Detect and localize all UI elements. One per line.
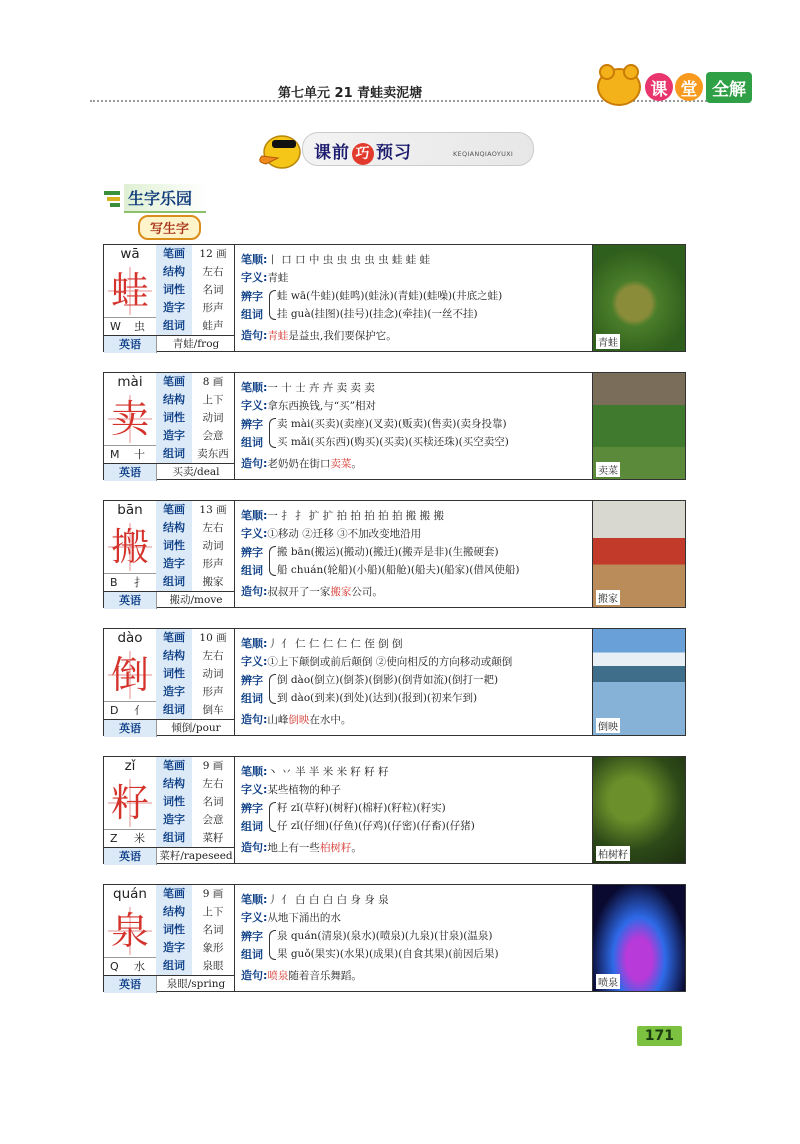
radical-letter: W xyxy=(110,320,121,333)
brand-char-1: 课 xyxy=(645,73,673,101)
label-english: 英语 xyxy=(104,592,156,609)
radical-row xyxy=(104,829,156,848)
value-formation: 形声 xyxy=(202,686,224,698)
sentence-pre: 地上有一些 xyxy=(267,842,320,854)
banner-title xyxy=(314,138,412,165)
character-card-5 xyxy=(103,756,686,864)
label-compose: 组词 xyxy=(241,436,263,449)
label-pos: 词性 xyxy=(156,281,192,300)
english-row xyxy=(104,975,234,993)
radical-row xyxy=(104,445,156,464)
section-heading xyxy=(104,184,206,213)
label-meaning: 字义: xyxy=(241,783,268,796)
distinguish-1: 籽 zǐ(草籽)(树籽)(棉籽)(籽粒)(籽实) xyxy=(277,802,446,814)
photo-caption: 柏树籽 xyxy=(596,846,630,861)
banner-part2: 预习 xyxy=(376,143,412,163)
label-word: 组词 xyxy=(156,957,192,976)
distinguish-2: 买 mǎi(买东西)(购买)(买卖)(买椟还珠)(买空卖空) xyxy=(277,436,509,448)
meaning: 青蛙 xyxy=(267,272,289,284)
label-meaning: 字义: xyxy=(241,527,268,540)
value-pos: 名词 xyxy=(202,924,224,936)
sentence-highlight: 倒映 xyxy=(288,714,310,726)
label-sentence: 造句: xyxy=(241,713,268,726)
char-detail-panel xyxy=(235,885,592,991)
radical-row xyxy=(104,957,156,976)
sentence-line xyxy=(241,839,362,855)
illustration-photo xyxy=(592,629,685,735)
char-detail-panel xyxy=(235,629,592,735)
label-sentence: 造句: xyxy=(241,585,268,598)
label-word: 组词 xyxy=(156,701,192,720)
photo-caption: 青蛙 xyxy=(596,334,620,349)
value-structure: 左右 xyxy=(202,778,224,790)
label-strokes: 笔画 xyxy=(156,373,192,392)
distinguish-2: 果 guǒ(果实)(水果)(成果)(自食其果)(前因后果) xyxy=(277,948,499,960)
illustration-photo xyxy=(592,757,685,863)
sentence-rest: 是益虫,我们要保护它。 xyxy=(288,330,397,342)
meaning-line xyxy=(241,269,288,285)
distinguish-2: 挂 guà(挂图)(挂号)(挂念)(牵挂)(一丝不挂) xyxy=(277,308,478,320)
sentence-line xyxy=(241,583,383,599)
label-meaning: 字义: xyxy=(241,271,268,284)
brace-icon xyxy=(269,546,276,576)
char-info-panel xyxy=(104,373,235,479)
radical: 亻 xyxy=(134,704,145,717)
english-row xyxy=(104,335,234,353)
distinguish-1: 倒 dào(倒立)(倒茶)(倒影)(倒背如流)(倒打一耙) xyxy=(277,674,499,686)
character-card-2 xyxy=(103,372,686,480)
brand-char-3: 全解 xyxy=(706,72,752,103)
radical-row xyxy=(104,701,156,720)
meaning-line xyxy=(241,909,341,925)
label-formation: 造字 xyxy=(156,939,192,958)
sentence-highlight: 搬家 xyxy=(330,586,352,598)
label-order: 笔顺: xyxy=(241,637,268,650)
character-card-3 xyxy=(103,500,686,608)
value-strokes: 13 画 xyxy=(199,504,227,516)
character-card-6 xyxy=(103,884,686,992)
meaning: 某些植物的种子 xyxy=(267,784,341,796)
label-structure: 结构 xyxy=(156,903,192,922)
label-formation: 造字 xyxy=(156,427,192,446)
meaning: 从地下涌出的水 xyxy=(267,912,341,924)
char-info-panel xyxy=(104,757,235,863)
char-glyph: 倒 xyxy=(108,651,152,699)
char-info-panel xyxy=(104,629,235,735)
value-strokes: 12 画 xyxy=(199,248,227,260)
photo-caption: 搬家 xyxy=(596,590,620,605)
illustration-photo xyxy=(592,373,685,479)
label-formation: 造字 xyxy=(156,811,192,830)
char-glyph: 卖 xyxy=(108,395,152,443)
label-meaning: 字义: xyxy=(241,655,268,668)
label-word: 组词 xyxy=(156,445,192,464)
char-info-panel xyxy=(104,885,235,991)
value-strokes: 9 画 xyxy=(202,760,224,772)
brace-icon xyxy=(269,674,276,704)
label-english: 英语 xyxy=(104,464,156,481)
value-structure: 左右 xyxy=(202,266,224,278)
label-formation: 造字 xyxy=(156,299,192,318)
meaning-line xyxy=(241,653,512,669)
banner-part1: 课前 xyxy=(314,143,350,163)
value-pos: 动词 xyxy=(202,668,224,680)
value-english: 搬动/move xyxy=(156,592,235,609)
label-structure: 结构 xyxy=(156,391,192,410)
label-distinguish: 辨字 xyxy=(241,674,263,687)
label-strokes: 笔画 xyxy=(156,629,192,648)
sentence-line xyxy=(241,327,397,343)
label-compose: 组词 xyxy=(241,308,263,321)
stroke-order-line xyxy=(241,891,389,907)
sentence-rest: 。 xyxy=(351,842,362,854)
value-pos: 动词 xyxy=(202,540,224,552)
label-strokes: 笔画 xyxy=(156,245,192,264)
value-english: 泉眼/spring xyxy=(156,976,235,993)
banner-qiao-badge: 巧 xyxy=(352,143,374,165)
sentence-rest: 在水中。 xyxy=(309,714,352,726)
section-bars-icon xyxy=(104,191,120,207)
label-compose: 组词 xyxy=(241,948,263,961)
character-card-1 xyxy=(103,244,686,352)
label-sentence: 造句: xyxy=(241,457,268,470)
brand-char-2: 堂 xyxy=(675,73,703,101)
radical-row xyxy=(104,317,156,336)
sentence-line xyxy=(241,455,362,471)
label-word: 组词 xyxy=(156,573,192,592)
label-word: 组词 xyxy=(156,829,192,848)
label-compose: 组词 xyxy=(241,820,263,833)
value-english: 青蛙/frog xyxy=(156,336,235,353)
value-english: 倾倒/pour xyxy=(156,720,235,737)
meaning: 拿东西换钱,与“买”相对 xyxy=(267,400,376,412)
value-word: 菜籽 xyxy=(202,832,224,844)
value-formation: 形声 xyxy=(202,558,224,570)
radical: 水 xyxy=(134,960,145,973)
label-order: 笔顺: xyxy=(241,381,268,394)
label-strokes: 笔画 xyxy=(156,757,192,776)
value-formation: 会意 xyxy=(202,814,224,826)
label-meaning: 字义: xyxy=(241,399,268,412)
sentence-highlight: 喷泉 xyxy=(267,970,289,982)
stroke-order: 一 扌 扌 扩 扩 拍 拍 拍 拍 拍 搬 搬 搬 xyxy=(267,510,444,522)
label-formation: 造字 xyxy=(156,683,192,702)
label-compose: 组词 xyxy=(241,564,263,577)
label-english: 英语 xyxy=(104,720,156,737)
label-pos: 词性 xyxy=(156,665,192,684)
value-word: 蛙声 xyxy=(202,320,224,332)
char-glyph: 搬 xyxy=(108,523,152,571)
label-structure: 结构 xyxy=(156,263,192,282)
value-pos: 动词 xyxy=(202,412,224,424)
label-order: 笔顺: xyxy=(241,253,268,266)
label-distinguish: 辨字 xyxy=(241,418,263,431)
value-structure: 左右 xyxy=(202,650,224,662)
label-english: 英语 xyxy=(104,976,156,993)
banner-pinyin: KEQIANQIAOYUXI xyxy=(453,150,514,158)
value-word: 倒车 xyxy=(202,704,224,716)
meaning: ①上下颠倒或前后颠倒 ②使向相反的方向移动或颠倒 xyxy=(267,656,513,668)
value-word: 搬家 xyxy=(202,576,224,588)
sentence-highlight: 青蛙 xyxy=(267,330,289,342)
label-pos: 词性 xyxy=(156,537,192,556)
stroke-order-line xyxy=(241,507,444,523)
sentence-rest: 。 xyxy=(351,458,362,470)
stroke-order: 丨 口 口 中 虫 虫 虫 虫 虫 蛙 蛙 蛙 xyxy=(267,254,431,266)
char-detail-panel xyxy=(235,245,592,351)
value-formation: 会意 xyxy=(202,430,224,442)
value-english: 买卖/deal xyxy=(156,464,235,481)
label-order: 笔顺: xyxy=(241,893,268,906)
char-info-panel xyxy=(104,245,235,351)
value-structure: 左右 xyxy=(202,522,224,534)
radical-letter: M xyxy=(110,448,120,461)
label-sentence: 造句: xyxy=(241,329,268,342)
char-pinyin: quán xyxy=(113,886,147,902)
label-sentence: 造句: xyxy=(241,841,268,854)
page-number: 171 xyxy=(637,1026,682,1046)
char-pinyin: bān xyxy=(117,502,143,518)
value-structure: 上下 xyxy=(202,906,224,918)
sentence-highlight: 柏树籽 xyxy=(319,842,352,854)
stroke-order-line xyxy=(241,379,375,395)
distinguish-1: 蛙 wā(牛蛙)(蛙鸣)(蛙泳)(青蛙)(蛙噪)(井底之蛙) xyxy=(277,290,503,302)
value-formation: 象形 xyxy=(202,942,224,954)
sentence-pre: 山峰 xyxy=(267,714,289,726)
stroke-order-line xyxy=(241,635,402,651)
sentence-line xyxy=(241,967,362,983)
label-structure: 结构 xyxy=(156,519,192,538)
char-glyph: 蛙 xyxy=(108,267,152,315)
sentence-rest: 公司。 xyxy=(351,586,383,598)
char-detail-panel xyxy=(235,757,592,863)
photo-caption: 喷泉 xyxy=(596,974,620,989)
value-strokes: 10 画 xyxy=(199,632,227,644)
label-distinguish: 辨字 xyxy=(241,802,263,815)
label-distinguish: 辨字 xyxy=(241,930,263,943)
preview-banner xyxy=(258,128,538,172)
distinguish-2: 仔 zǐ(仔细)(仔鱼)(仔鸡)(仔密)(仔畜)(仔猪) xyxy=(277,820,475,832)
value-formation: 形声 xyxy=(202,302,224,314)
brace-icon xyxy=(269,802,276,832)
stroke-order: 丶 丷 半 半 米 米 籽 籽 籽 xyxy=(267,766,389,778)
label-compose: 组词 xyxy=(241,692,263,705)
sentence-rest: 随着音乐舞蹈。 xyxy=(288,970,362,982)
photo-caption: 倒映 xyxy=(596,718,620,733)
char-pinyin: zǐ xyxy=(124,758,136,774)
english-row xyxy=(104,719,234,737)
label-pos: 词性 xyxy=(156,921,192,940)
radical: 十 xyxy=(134,448,145,461)
photo-caption: 卖菜 xyxy=(596,462,620,477)
illustration-photo xyxy=(592,245,685,351)
section-title: 生字乐园 xyxy=(124,184,206,213)
meaning: ①移动 ②迁移 ③不加改变地沿用 xyxy=(267,528,422,540)
english-row xyxy=(104,847,234,865)
radical-letter: B xyxy=(110,576,118,589)
label-pos: 词性 xyxy=(156,409,192,428)
value-word: 泉眼 xyxy=(202,960,224,972)
bear-mascot-icon xyxy=(597,68,641,106)
label-word: 组词 xyxy=(156,317,192,336)
label-structure: 结构 xyxy=(156,775,192,794)
meaning-line xyxy=(241,781,341,797)
value-english: 菜籽/rapeseed xyxy=(156,848,235,865)
label-formation: 造字 xyxy=(156,555,192,574)
label-meaning: 字义: xyxy=(241,911,268,924)
radical-letter: D xyxy=(110,704,119,717)
char-pinyin: mài xyxy=(117,374,143,390)
value-pos: 名词 xyxy=(202,796,224,808)
label-strokes: 笔画 xyxy=(156,501,192,520)
stroke-order: 一 十 士 卉 卉 卖 卖 卖 xyxy=(267,382,375,394)
value-pos: 名词 xyxy=(202,284,224,296)
sentence-pre: 叔叔开了一家 xyxy=(267,586,331,598)
radical: 米 xyxy=(134,832,145,845)
label-structure: 结构 xyxy=(156,647,192,666)
label-distinguish: 辨字 xyxy=(241,546,263,559)
distinguish-2: 船 chuán(轮船)(小船)(船舱)(船夫)(船家)(借风使船) xyxy=(277,564,520,576)
sentence-pre: 老奶奶在街口 xyxy=(267,458,331,470)
character-card-4 xyxy=(103,628,686,736)
brace-icon xyxy=(269,290,276,320)
char-pinyin: wā xyxy=(120,246,140,262)
char-info-panel xyxy=(104,501,235,607)
stroke-order-line xyxy=(241,251,430,267)
stroke-order-line xyxy=(241,763,389,779)
label-order: 笔顺: xyxy=(241,765,268,778)
section-subtitle: 写生字 xyxy=(138,215,201,240)
value-word: 卖东西 xyxy=(197,448,229,460)
meaning-line xyxy=(241,397,376,413)
english-row xyxy=(104,591,234,609)
value-strokes: 8 画 xyxy=(202,376,224,388)
label-strokes: 笔画 xyxy=(156,885,192,904)
stroke-order: 丿 亻 仁 仁 仁 仁 仁 侄 倒 倒 xyxy=(267,638,403,650)
stroke-order: 丿 亻 白 白 白 白 身 身 泉 xyxy=(267,894,389,906)
distinguish-1: 搬 bān(搬运)(搬动)(搬迁)(搬弄是非)(生搬硬套) xyxy=(277,546,499,558)
page-header-title: 第七单元 21 青蛙卖泥塘 xyxy=(278,86,423,101)
radical: 虫 xyxy=(134,320,145,333)
illustration-photo xyxy=(592,501,685,607)
illustration-photo xyxy=(592,885,685,991)
char-detail-panel xyxy=(235,373,592,479)
char-detail-panel xyxy=(235,501,592,607)
value-strokes: 9 画 xyxy=(202,888,224,900)
distinguish-1: 卖 mài(买卖)(卖座)(叉卖)(贩卖)(售卖)(卖身投靠) xyxy=(277,418,507,430)
value-structure: 上下 xyxy=(202,394,224,406)
radical: 扌 xyxy=(134,576,145,589)
sentence-highlight: 卖菜 xyxy=(330,458,352,470)
label-distinguish: 辨字 xyxy=(241,290,263,303)
label-order: 笔顺: xyxy=(241,509,268,522)
brace-icon xyxy=(269,930,276,960)
radical-letter: Z xyxy=(110,832,118,845)
brace-icon xyxy=(269,418,276,448)
radical-row xyxy=(104,573,156,592)
radical-letter: Q xyxy=(110,960,119,973)
distinguish-1: 泉 quán(清泉)(泉水)(喷泉)(九泉)(甘泉)(温泉) xyxy=(277,930,493,942)
brand-logo xyxy=(597,68,752,106)
distinguish-2: 到 dào(到来)(到处)(达到)(报到)(初来乍到) xyxy=(277,692,478,704)
label-english: 英语 xyxy=(104,336,156,353)
sentence-line xyxy=(241,711,351,727)
label-english: 英语 xyxy=(104,848,156,865)
label-sentence: 造句: xyxy=(241,969,268,982)
english-row xyxy=(104,463,234,481)
char-pinyin: dào xyxy=(117,630,143,646)
meaning-line xyxy=(241,525,421,541)
char-glyph: 泉 xyxy=(108,907,152,955)
char-glyph: 籽 xyxy=(108,779,152,827)
label-pos: 词性 xyxy=(156,793,192,812)
duck-mascot-icon xyxy=(258,128,304,172)
